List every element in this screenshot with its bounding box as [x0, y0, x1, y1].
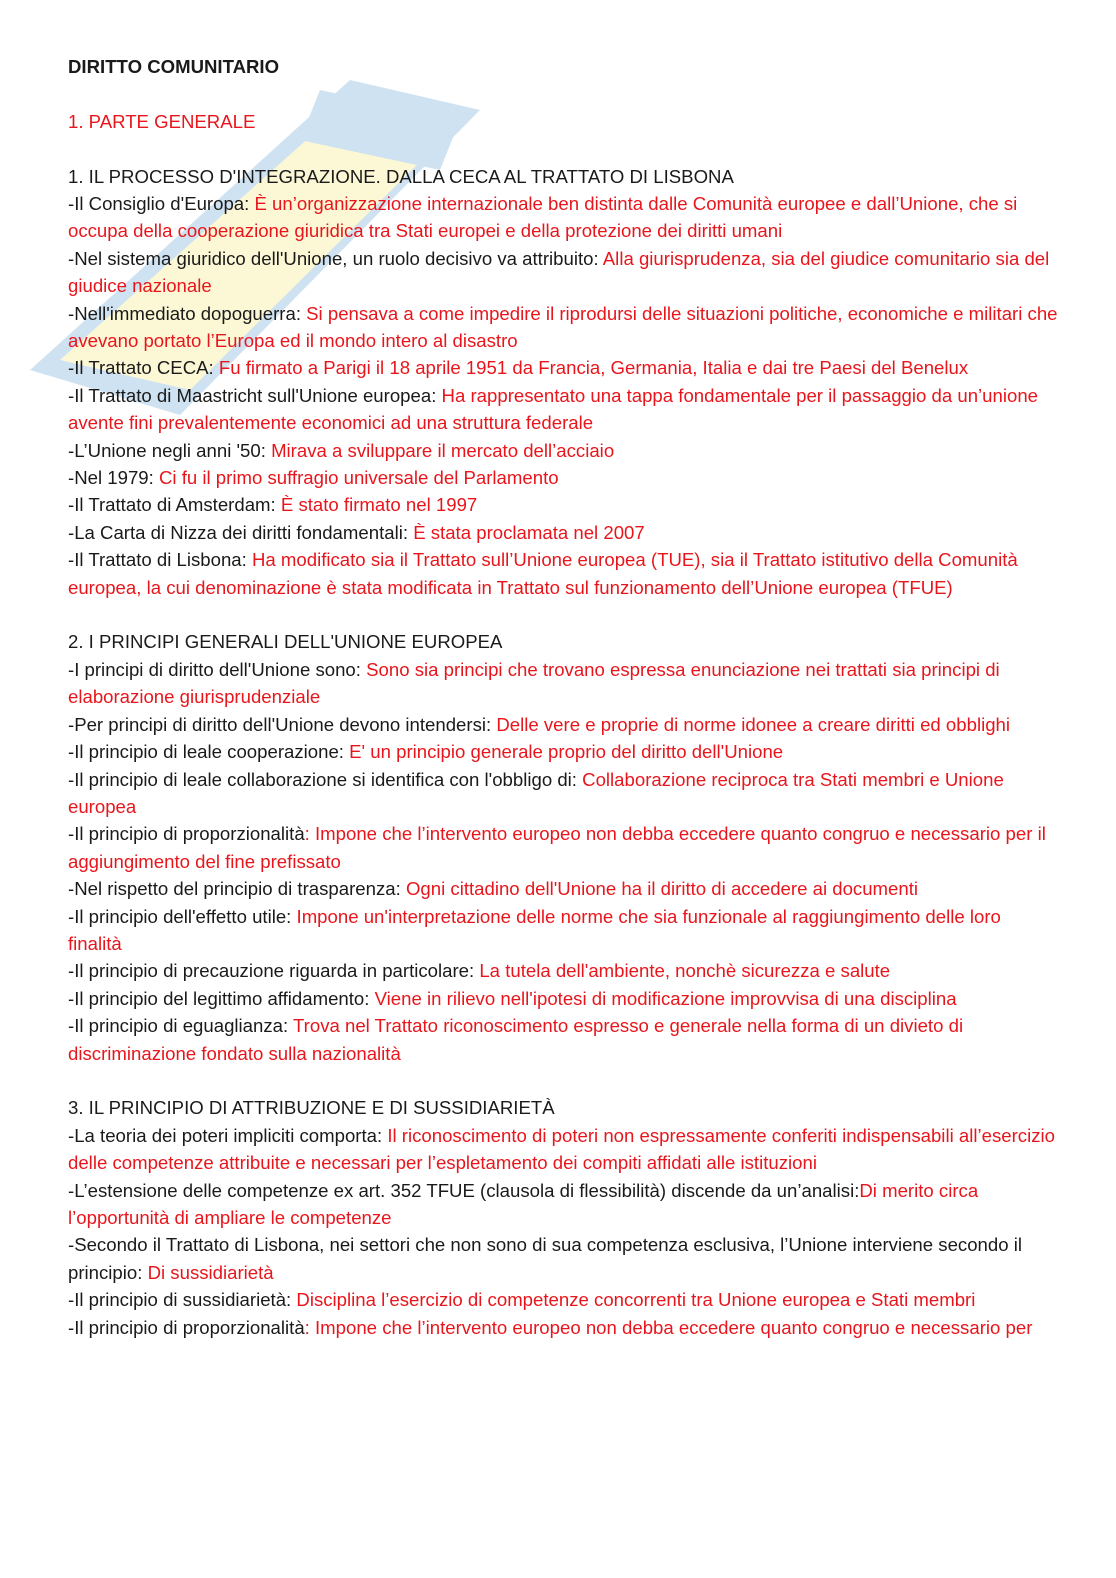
- question-text: -Il principio di proporzionalità: [68, 1316, 305, 1338]
- answer-text: Mirava a sviluppare il mercato dell’acciaio: [271, 439, 615, 461]
- qa-item: [68, 1177, 1058, 1232]
- answer-text: Ha modificato sia il Trattato sull’Unione europea (TUE), sia il Trattato istitutivo della Comunità europea, la cui denominazione è stata modificata in Trattato sul funzionamento dell’Unione europea (TFUE): [68, 549, 1018, 598]
- qa-item: [68, 1231, 1058, 1286]
- qa-item: [68, 491, 1058, 518]
- answer-text: Di sussidiarietà: [147, 1261, 274, 1283]
- question-text: -Il principio di eguaglianza:: [68, 1015, 293, 1037]
- section-1: [68, 163, 1058, 602]
- question-text: -L’Unione negli anni '50:: [68, 439, 272, 461]
- qa-item: [68, 354, 1058, 381]
- question-text: -Nel sistema giuridico dell'Unione, un ruolo decisivo va attribuito:: [68, 247, 603, 269]
- question-text: -Il principio di precauzione riguarda in particolare:: [68, 960, 480, 982]
- qa-item: [68, 382, 1058, 437]
- question-text: -Nel 1979:: [68, 467, 159, 489]
- answer-text: Delle vere e proprie di norme idonee a creare diritti ed obblighi: [496, 713, 1011, 735]
- qa-item: [68, 300, 1058, 355]
- answer-text: La tutela dell'ambiente, nonchè sicurezza e salute: [479, 960, 891, 982]
- question-text: -Il Trattato CECA:: [68, 357, 219, 379]
- document-title: DIRITTO COMUNITARIO: [68, 56, 280, 77]
- answer-text: Il riconoscimento di poteri non espressamente conferiti indispensabili all’esercizio delle competenze attribuite e necessari per l’espletamento dei compiti affidati alle istituzioni: [68, 1124, 1055, 1174]
- answer-text: Ha rappresentato una tappa fondamentale per il passaggio da un’unione avente fini prevalentemente economici ad una struttura federale: [68, 384, 1039, 434]
- question-text: -La Carta di Nizza dei diritti fondamentali:: [68, 521, 414, 543]
- answer-text: Ci fu il primo suffragio universale del Parlamento: [158, 467, 559, 489]
- question-text: -La teoria dei poteri impliciti comporta:: [68, 1124, 388, 1146]
- answer-text: Disciplina l’esercizio di competenze concorrenti tra Unione europea e Stati membri: [296, 1289, 976, 1311]
- section-3: [68, 1094, 1058, 1341]
- question-text: -Il principio di leale collaborazione si identifica con l'obbligo di:: [68, 768, 583, 790]
- question-text: -L’estensione delle competenze ex art. 352 TFUE (clausola di flessibilità) discende da un’analisi:: [68, 1179, 860, 1201]
- question-text: -Il principio dell'effetto utile:: [68, 905, 297, 927]
- answer-text: Trova nel Trattato riconoscimento espresso e generale nella forma di un divieto di discriminazione fondato sulla nazionalità: [68, 1015, 964, 1064]
- qa-item: [68, 1122, 1058, 1177]
- qa-item: [68, 820, 1058, 875]
- answer-text: Alla giurisprudenza, sia del giudice comunitario sia del giudice nazionale: [68, 247, 1050, 297]
- question-text: -Per principi di diritto dell'Unione devono intendersi:: [68, 713, 497, 735]
- question-text: -Il Consiglio d'Europa:: [68, 192, 255, 214]
- question-text: -Il principio del legittimo affidamento:: [68, 987, 375, 1009]
- qa-item: [68, 985, 1058, 1012]
- qa-item: [68, 903, 1058, 958]
- answer-text: Collaborazione reciproca tra Stati membri e Unione europea: [68, 768, 1004, 817]
- qa-item: [68, 766, 1058, 821]
- answer-text: Sono sia principi che trovano espressa enunciazione nei trattati sia principi di elaborazione giurisprudenziale: [68, 658, 1000, 708]
- qa-item: [68, 875, 1058, 902]
- qa-item: [68, 245, 1058, 300]
- qa-item: [68, 437, 1058, 464]
- answer-text: Fu firmato a Parigi il 18 aprile 1951 da Francia, Germania, Italia e dai tre Paesi del Benelux: [218, 357, 969, 379]
- question-text: -Il Trattato di Lisbona:: [68, 549, 252, 571]
- document-body: [68, 53, 1058, 1341]
- section-2: [68, 628, 1058, 1067]
- answer-text: : Impone che l’intervento europeo non debba eccedere quanto congruo e necessario per il aggiungimento del fine prefissato: [68, 823, 1046, 872]
- question-text: -Il principio di leale cooperazione:: [68, 741, 350, 763]
- answer-text: E' un principio generale proprio del diritto dell'Unione: [349, 741, 784, 763]
- answer-text: È stato firmato nel 1997: [280, 494, 478, 516]
- answer-text: È un’organizzazione internazionale ben distinta dalle Comunità europee e dall’Unione, che si occupa della cooperazione giuridica tra Stati europei e della protezione dei diritti umani: [68, 192, 1018, 242]
- section-heading: 1. IL PROCESSO D'INTEGRAZIONE. DALLA CECA AL TRATTATO DI LISBONA: [68, 165, 734, 187]
- qa-item: [68, 464, 1058, 491]
- qa-item: [68, 546, 1058, 601]
- qa-item: [68, 738, 1058, 765]
- answer-text: : Impone che l’intervento europeo non debba eccedere quanto congruo e necessario per: [304, 1316, 1033, 1338]
- qa-item: [68, 957, 1058, 984]
- answer-text: Impone un'interpretazione delle norme che sia funzionale al raggiungimento delle loro finalità: [68, 905, 1001, 954]
- qa-item: [68, 711, 1058, 738]
- qa-item: [68, 1286, 1058, 1313]
- part-title: 1. PARTE GENERALE: [68, 110, 256, 132]
- section-heading: 2. I PRINCIPI GENERALI DELL'UNIONE EUROPEA: [68, 631, 503, 653]
- answer-text: È stata proclamata nel 2007: [413, 521, 645, 543]
- question-text: -Il principio di sussidiarietà:: [68, 1289, 297, 1311]
- answer-text: Di merito circa l’opportunità di ampliare le competenze: [68, 1179, 979, 1228]
- qa-item: [68, 1012, 1058, 1067]
- qa-item: [68, 656, 1058, 711]
- question-text: -Nel rispetto del principio di trasparenza:: [68, 878, 406, 900]
- section-heading: 3. IL PRINCIPIO DI ATTRIBUZIONE E DI SUSSIDIARIETÀ: [68, 1097, 555, 1119]
- answer-text: Ogni cittadino dell'Unione ha il diritto di accedere ai documenti: [405, 878, 919, 900]
- question-text: -Il Trattato di Amsterdam:: [68, 494, 281, 516]
- question-text: -Il Trattato di Maastricht sull'Unione europea:: [68, 384, 442, 406]
- qa-item: [68, 519, 1058, 546]
- answer-text: Viene in rilievo nell'ipotesi di modificazione improvvisa di una disciplina: [374, 987, 957, 1009]
- question-text: -Nell'immediato dopoguerra:: [68, 302, 307, 324]
- qa-item: [68, 1314, 1058, 1341]
- qa-item: [68, 190, 1058, 245]
- question-text: -Il principio di proporzionalità: [68, 823, 305, 845]
- answer-text: Si pensava a come impedire il riprodursi delle situazioni politiche, economiche e militari che avevano portato l’Europa ed il mondo intero al disastro: [68, 302, 1058, 352]
- question-text: -Secondo il Trattato di Lisbona, nei settori che non sono di sua competenza esclusiva, l’Unione interviene secondo il principio:: [68, 1234, 1023, 1283]
- question-text: -I principi di diritto dell'Unione sono:: [68, 658, 367, 680]
